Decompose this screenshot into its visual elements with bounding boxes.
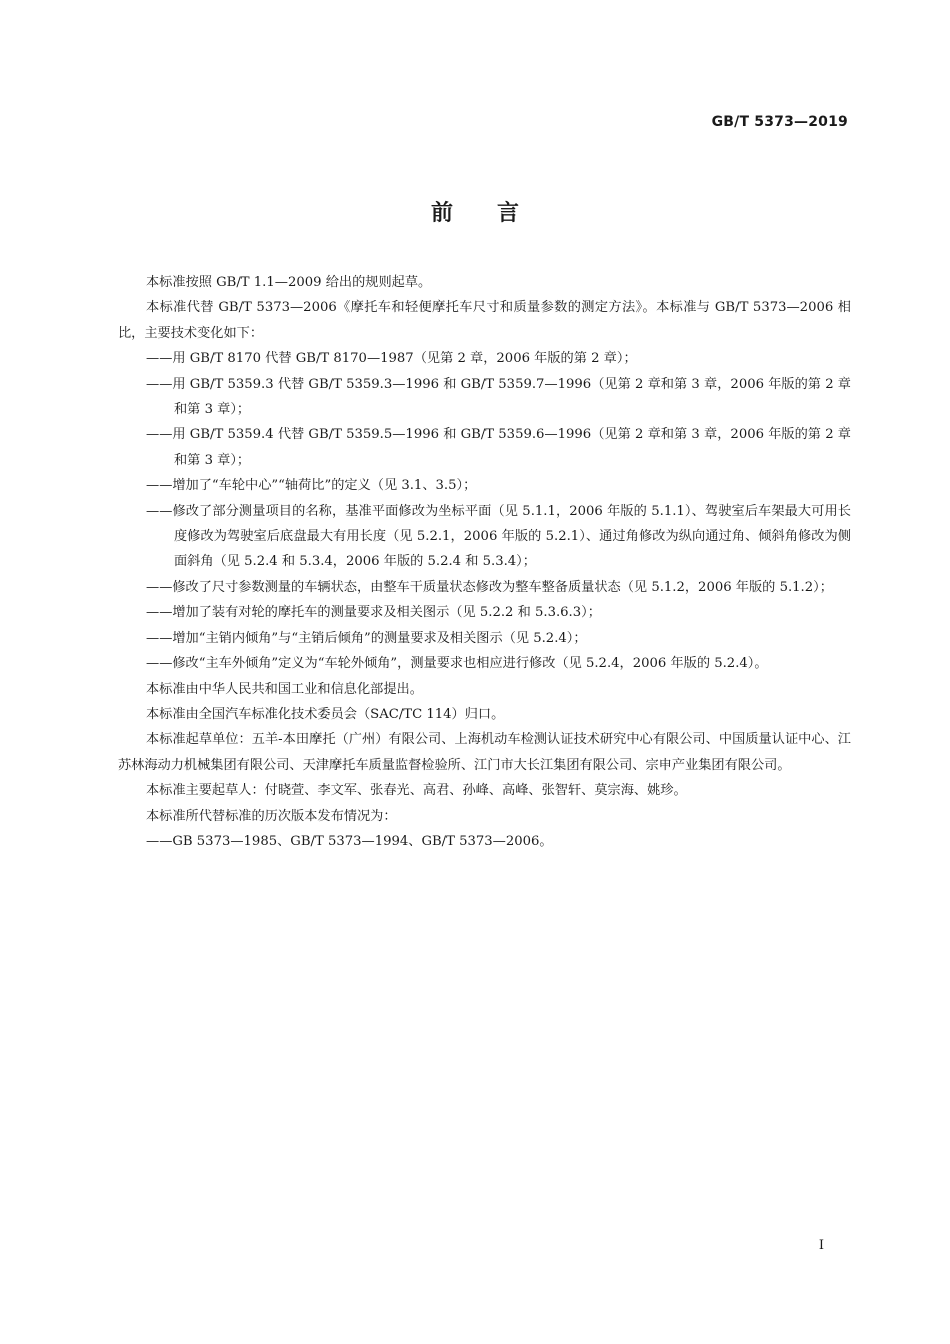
change-item: ——用 GB/T 5359.3 代替 GB/T 5359.3—1996 和 GB/T 5359.7—1996（见第 2 章和第 3 章，2006 年版的第 2 章和第 3 章）； (146, 376, 851, 418)
document-body (118, 270, 851, 854)
replacement-paragraph: 本标准代替 GB/T 5373—2006《摩托车和轻便摩托车尺寸和质量参数的测定方法》。本标准与 GB/T 5373—2006 相比，主要技术变化如下： (118, 300, 851, 341)
proposed-by-paragraph: 本标准由中华人民共和国工业和信息化部提出。 (146, 681, 423, 697)
page-title: 前言 (430, 201, 563, 226)
change-item: ——修改“主车外倾角”定义为“车轮外倾角”，测量要求也相应进行修改（见 5.2.4，2006 年版的 5.2.4）。 (146, 656, 768, 672)
standard-code: GB/T 5373—2019 (711, 114, 848, 130)
drafting-rules-paragraph: 本标准按照 GB/T 1.1—2009 给出的规则起草。 (146, 275, 432, 290)
page-number: I (818, 1238, 824, 1253)
change-item: ——用 GB/T 8170 代替 GB/T 8170—1987（见第 2 章，2006 年版的第 2 章）； (146, 351, 637, 367)
history-list-item: ——GB 5373—1985、GB/T 5373—1994、GB/T 5373—2006。 (146, 833, 553, 849)
change-item: ——用 GB/T 5359.4 代替 GB/T 5359.5—1996 和 GB/T 5359.6—1996（见第 2 章和第 3 章，2006 年版的第 2 章和第 3 章）； (146, 427, 851, 468)
centralized-by-paragraph: 本标准由全国汽车标准化技术委员会（SAC/TC 114）归口。 (146, 706, 505, 722)
drafters-paragraph: 本标准主要起草人：付晓萱、李文军、张春光、高君、孙峰、高峰、张智轩、莫宗海、姚珍。 (146, 783, 687, 799)
drafting-units-paragraph: 本标准起草单位：五羊-本田摩托（广州）有限公司、上海机动车检测认证技术研究中心有限公司、中国质量认证中心、江苏林海动力机械集团有限公司、天津摩托车质量监督检验所、江门市大长江集团有限公司、宗申产业集团有限公司。 (118, 732, 851, 773)
history-intro-paragraph: 本标准所代替标准的历次版本发布情况为： (146, 808, 397, 824)
change-item: ——修改了尺寸参数测量的车辆状态，由整车干质量状态修改为整车整备质量状态（见 5.1.2，2006 年版的 5.1.2）； (146, 579, 833, 595)
change-item: ——增加“主销内倾角”与“主销后倾角”的测量要求及相关图示（见 5.2.4）； (146, 630, 587, 646)
change-item: ——增加了装有对轮的摩托车的测量要求及相关图示（见 5.2.2 和 5.3.6.3）； (146, 605, 601, 621)
change-item: ——修改了部分测量项目的名称，基准平面修改为坐标平面（见 5.1.1，2006 年版的 5.1.1）、驾驶室后车架最大可用长度修改为驾驶室后底盘最大有用长度（见 5.2.1，2006 年版的 5.2.1）、通过角修改为纵向通过角、倾斜角修改为侧面斜角（见 5.2.4 和 5.3.4，2006 年版的 5.2.4 和 5.3.4）； (146, 503, 851, 570)
change-item: ——增加了“车轮中心”“轴荷比”的定义（见 3.1、3.5）； (146, 478, 477, 494)
